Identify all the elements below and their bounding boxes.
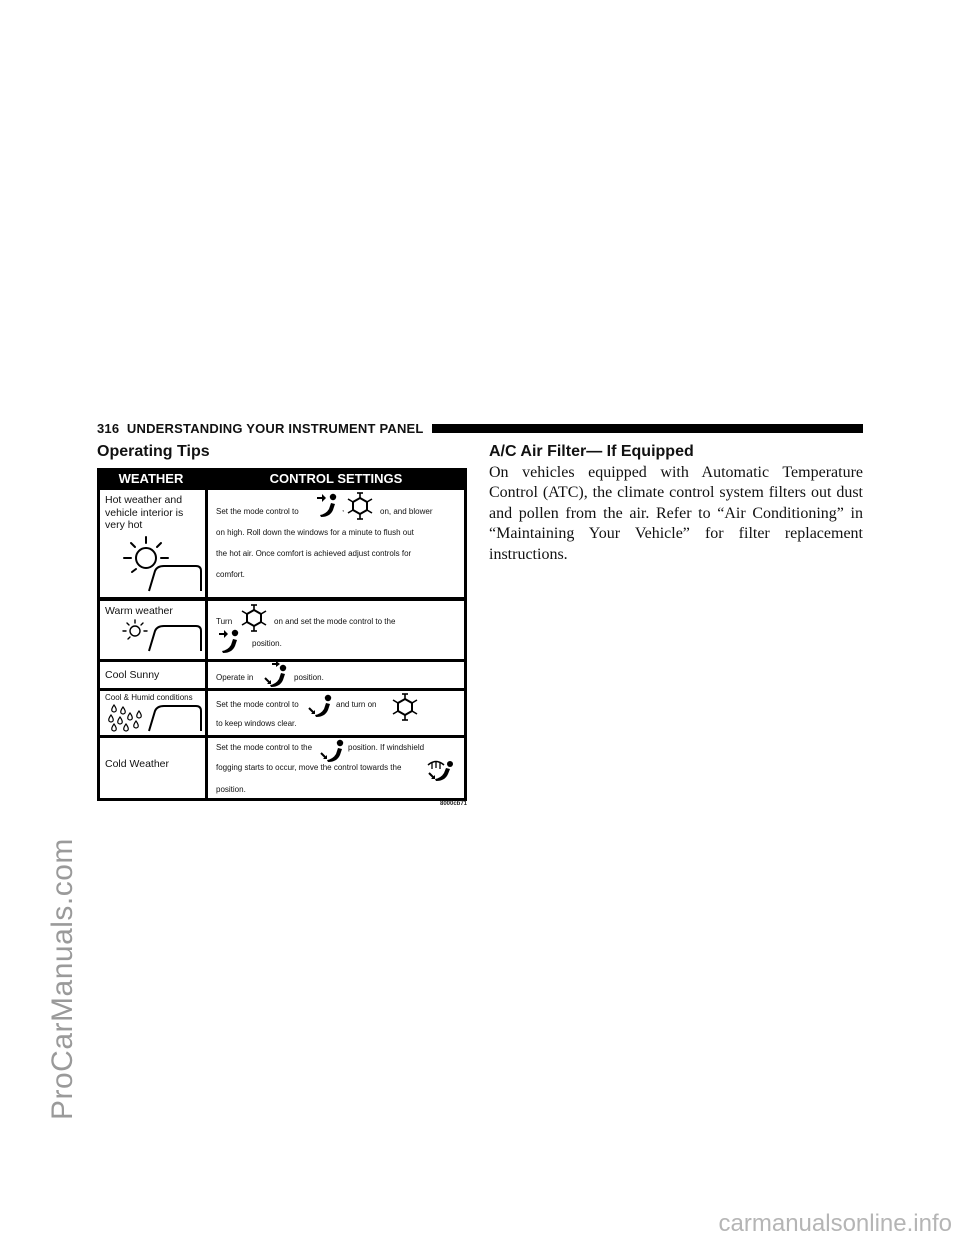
control-settings-cell [208,738,464,798]
watermark-carmanualsonline: carmanualsonline.info [718,1210,952,1237]
weather-label: Hot weather and vehicle interior is very hot [105,494,184,531]
ac-filter-body: On vehicles equipped with Automatic Temperature Control (ATC), the climate control system filters out dust and pollen from the air. Refer to “Air Conditioning” in “Maintaining Your Vehicle” for filter replacement instructions. [489,464,863,563]
control-text: position. [294,673,324,682]
page-header-text [97,421,432,436]
control-text: Set the mode control to [216,507,299,516]
defrost-icon [426,756,456,782]
weather-cell [100,662,205,688]
table-row [100,601,464,659]
operating-tips-table [97,468,467,801]
weather-cell [100,490,205,597]
floor-mode-icon [308,693,334,721]
control-text: to keep windows clear. [216,719,297,728]
control-settings-column-header: CONTROL SETTINGS [269,471,403,486]
weather-label: Cool Sunny [105,669,160,681]
bilevel-mode-icon [263,660,289,688]
control-text: on high. Roll down the windows for a minute to flush out [216,528,414,537]
table-row [100,662,464,688]
snowflake-icon [346,492,374,520]
panel-mode-icon [218,628,242,654]
dashboard-icon [146,623,204,653]
control-settings-cell [208,601,464,659]
dashboard-icon [146,563,204,593]
control-text: Operate in [216,673,254,682]
figure-code: 8000cb71 [440,801,468,807]
snowflake-icon [391,693,419,721]
control-settings-cell [208,691,464,735]
floor-mode-icon [320,738,346,766]
control-text: position. [252,639,282,648]
weather-cell [100,601,205,659]
ac-filter-heading: A/C Air Filter— If Equipped [489,443,694,460]
weather-cell [100,691,205,735]
table-row [100,738,464,798]
weather-label: Cold Weather [105,758,170,770]
section-title: UNDERSTANDING YOUR INSTRUMENT PANEL [126,420,424,436]
snowflake-icon [240,604,268,632]
control-text: position. [216,785,246,794]
control-text: Set the mode control to the [216,743,313,752]
control-settings-cell [208,490,464,597]
control-text: , [342,504,345,513]
control-text: Set the mode control to [216,700,299,709]
watermark-procarmanuals: ProCarManuals.com [46,838,79,1120]
control-text: fogging starts to occur, move the control towards the [216,763,402,772]
control-text: Turn [216,617,233,626]
operating-tips-heading: Operating Tips [97,443,210,460]
control-text: the hot air. Once comfort is achieved adjust controls for [216,549,412,558]
table-row [100,490,464,597]
weather-column-header: WEATHER [118,471,184,486]
table-row [100,691,464,735]
page-number: 316 [97,420,120,436]
dashboard-icon [146,703,204,733]
sun-icon [122,619,148,643]
header-rule [432,424,863,433]
weather-cell [100,738,205,798]
page-header [97,420,863,436]
control-text: and turn on [336,700,377,709]
control-text: position. If windshield [348,743,425,752]
weather-label: Cool & Humid conditions [105,693,193,702]
control-settings-cell [208,662,464,688]
control-text: comfort. [216,570,245,579]
raindrops-icon [108,703,148,733]
control-text: on, and blower [380,507,433,516]
control-text: on and set the mode control to the [274,617,396,626]
panel-mode-icon [316,492,340,518]
weather-label: Warm weather [105,605,173,617]
